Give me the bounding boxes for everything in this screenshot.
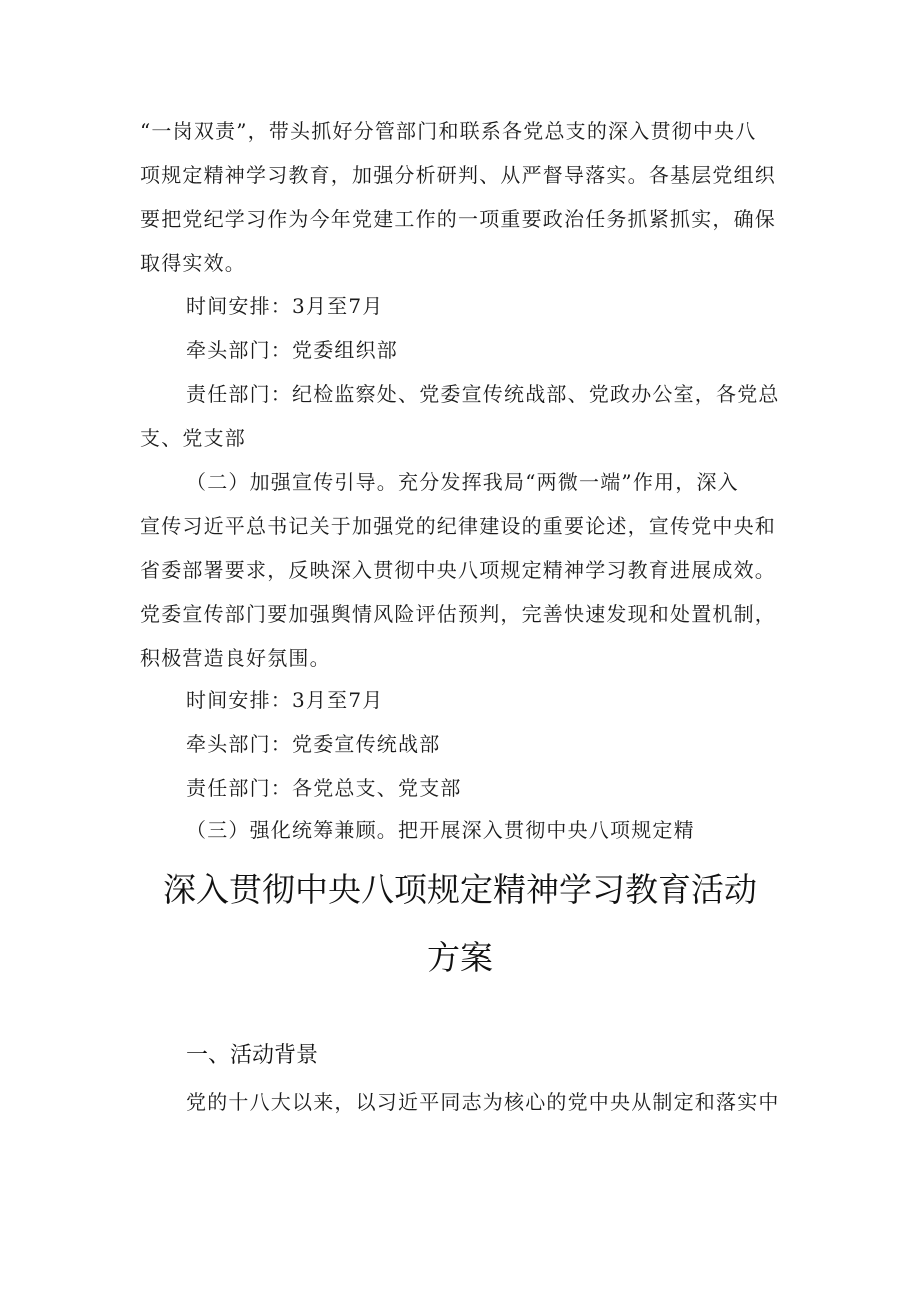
paragraph-line: 项规定精神学习教育，加强分析研判、从严督导落实。各基层党组织: [140, 163, 776, 187]
paragraph-line: 积极营造良好氛围。: [140, 646, 331, 670]
lead-department: 牵头部门：党委宣传统战部: [186, 732, 441, 756]
paragraph-line: 党委宣传部门要加强舆情风险评估预判，完善快速发现和处置机制，: [140, 602, 776, 626]
document-title-line1: 深入贯彻中央八项规定精神学习教育活动: [163, 870, 757, 909]
time-arrangement: 时间安排：3月至7月: [186, 294, 384, 318]
responsible-departments: 责任部门：纪检监察处、党委宣传统战部、党政办公室，各党总: [186, 382, 780, 406]
lead-department: 牵头部门：党委组织部: [186, 338, 398, 362]
paragraph-line: “一岗双责”，带头抓好分管部门和联系各党总支的深入贯彻中央八: [140, 119, 757, 143]
paragraph-line: 取得实效。: [140, 251, 246, 275]
responsible-departments-cont: 支、党支部: [140, 426, 246, 450]
responsible-departments: 责任部门：各党总支、党支部: [186, 776, 462, 800]
paragraph-line: （三）强化统筹兼顾。把开展深入贯彻中央八项规定精: [186, 818, 695, 842]
paragraph-line: 省委部署要求，反映深入贯彻中央八项规定精神学习教育进展成效。: [140, 558, 776, 582]
section-heading: 一、活动背景: [186, 1043, 319, 1068]
time-arrangement: 时间安排：3月至7月: [186, 688, 384, 712]
paragraph-line: （二）加强宣传引导。充分发挥我局“两微一端”作用，深入: [186, 470, 739, 494]
document-title-line2: 方案: [427, 938, 493, 977]
paragraph-line: 党的十八大以来，以习近平同志为核心的党中央从制定和落实中: [186, 1090, 780, 1114]
paragraph-line: 要把党纪学习作为今年党建工作的一项重要政治任务抓紧抓实，确保: [140, 207, 776, 231]
paragraph-line: 宣传习近平总书记关于加强党的纪律建设的重要论述，宣传党中央和: [140, 514, 776, 538]
